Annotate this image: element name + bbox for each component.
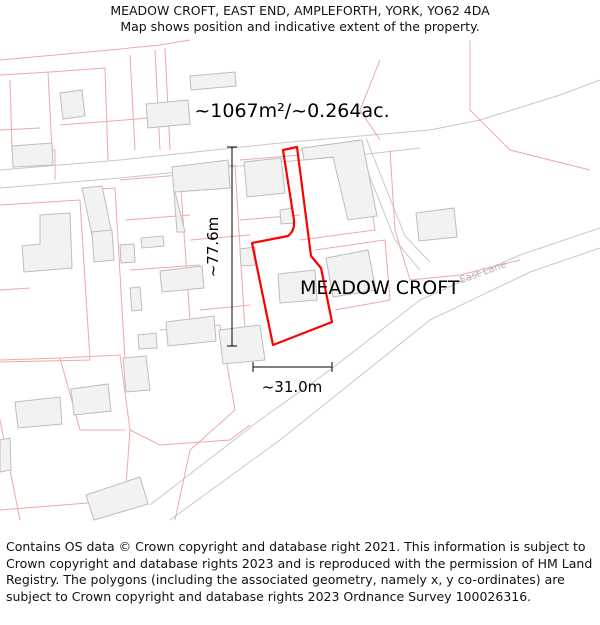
- main-road-north-edge: [0, 80, 600, 170]
- building: [92, 230, 114, 262]
- map-subtitle: Map shows position and indicative extent of the property.: [120, 19, 480, 34]
- building: [302, 140, 377, 220]
- width-dimension-label: ~31.0m: [261, 378, 323, 396]
- building: [15, 397, 62, 428]
- building: [22, 213, 72, 272]
- building: [123, 356, 150, 392]
- map-header: [0, 0, 600, 36]
- building: [86, 477, 148, 520]
- road-label-east-lane: East Lane: [458, 259, 509, 287]
- building: [146, 100, 190, 128]
- building: [71, 384, 111, 415]
- building: [60, 90, 85, 119]
- area-label: ~1067m²/~0.264ac.: [194, 100, 390, 122]
- building: [0, 438, 11, 472]
- property-address: MEADOW CROFT, EAST END, AMPLEFORTH, YORK, YO62 4DA: [110, 3, 490, 18]
- copyright-notice: Contains OS data © Crown copyright and database right 2021. This information is subject to Crown copyright and database rights 2023 and is reproduced with the permission of HM Land Registry. The polygons (including the associated geometry, namely x, y co-ordinates) are subject to Crown copyright and database rights 2023 Ordnance Survey 100026316.: [6, 539, 593, 604]
- building: [120, 244, 135, 263]
- property-name-label: MEADOW CROFT: [300, 277, 460, 299]
- building: [141, 236, 164, 248]
- property-map[interactable]: [0, 37, 600, 537]
- building: [416, 208, 457, 241]
- building: [138, 333, 157, 349]
- building: [160, 266, 204, 292]
- building: [12, 143, 53, 167]
- building: [82, 186, 112, 235]
- building: [130, 287, 142, 311]
- height-dimension-label: ~77.6m: [204, 216, 222, 278]
- horizontal-dimension: [253, 362, 332, 372]
- building: [244, 158, 285, 197]
- building: [190, 72, 236, 90]
- building: [219, 325, 265, 364]
- building: [166, 316, 216, 346]
